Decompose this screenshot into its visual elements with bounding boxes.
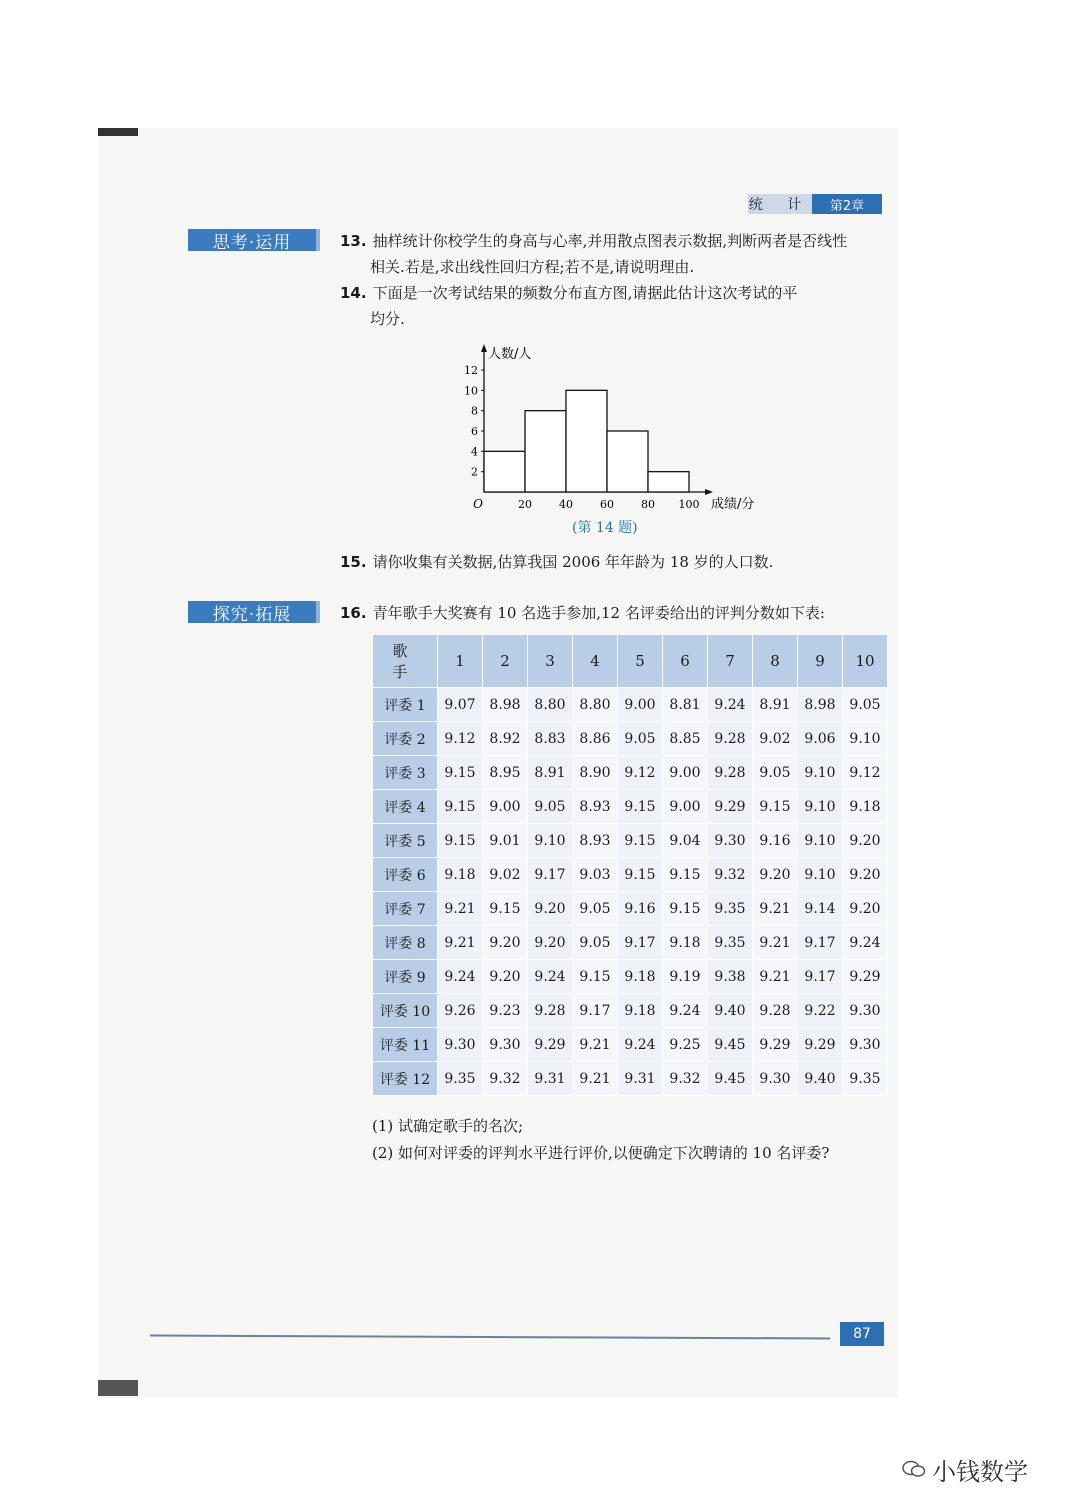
score-cell: 9.40 [708,994,753,1028]
y-tick-label: 6 [471,425,478,438]
histogram-bar [525,411,566,492]
score-cell: 9.00 [618,688,663,722]
score-cell: 8.91 [528,756,573,790]
score-cell: 9.15 [618,790,663,824]
score-cell: 9.10 [798,790,843,824]
score-cell: 9.24 [438,960,483,994]
judge-label: 评委 12 [373,1062,438,1096]
histogram-bar [648,472,689,492]
score-cell: 9.32 [708,858,753,892]
y-tick-label: 2 [471,465,478,479]
score-cell: 9.15 [573,960,618,994]
score-cell: 9.20 [843,892,888,926]
score-cell: 8.81 [663,688,708,722]
score-cell: 9.20 [528,926,573,960]
score-cell: 9.15 [483,892,528,926]
score-cell: 9.32 [483,1062,528,1096]
question-text: 下面是一次考试结果的频数分布直方图,请据此估计这次考试的平 [372,284,798,302]
table-row [373,1062,888,1096]
y-tick-label: 4 [471,445,478,459]
score-cell: 8.83 [528,722,573,756]
score-cell: 8.91 [753,688,798,722]
table-row [373,926,888,960]
score-cell: 9.20 [483,960,528,994]
score-cell: 9.29 [843,960,888,994]
singer-header: 3 [528,635,573,688]
score-cell: 9.30 [438,1028,483,1062]
y-tick-label: 8 [471,404,478,418]
singer-header: 4 [573,635,618,688]
score-cell: 9.18 [843,790,888,824]
score-cell: 9.30 [753,1062,798,1096]
score-cell: 9.02 [483,858,528,892]
histogram-bar [484,451,525,492]
score-cell: 9.17 [528,858,573,892]
score-cell: 9.07 [438,688,483,722]
y-axis-label: 人数/人 [488,347,532,362]
score-cell: 8.80 [528,688,573,722]
x-tick-label: 80 [641,498,655,511]
score-cell: 9.15 [663,858,708,892]
frequency-histogram [460,340,780,520]
score-cell: 9.15 [438,756,483,790]
score-cell: 9.24 [843,926,888,960]
chapter-name: 统 计 [748,194,812,214]
judge-label: 评委 11 [373,1028,438,1062]
table-corner-header: 歌 手 [373,635,438,688]
y-axis-arrow [481,344,487,352]
question-text-cont: 均分. [370,310,405,328]
score-cell: 9.12 [843,756,888,790]
score-cell: 9.29 [798,1028,843,1062]
score-cell: 9.35 [438,1062,483,1096]
subquestion-1: (1) 试确定歌手的名次; [372,1117,524,1135]
judge-label: 评委 1 [373,688,438,722]
section-tag-think-apply: 思考·运用 [188,229,320,251]
origin-label: O [473,497,483,511]
singer-header: 9 [798,635,843,688]
score-cell: 9.03 [573,858,618,892]
score-cell: 9.18 [663,926,708,960]
x-axis-label: 成绩/分 [711,497,755,512]
watermark-text: 小钱数学 [932,1458,1028,1486]
singer-header: 1 [438,635,483,688]
score-cell: 9.21 [438,892,483,926]
x-tick-label: 100 [678,498,700,511]
score-cell: 9.23 [483,994,528,1028]
score-cell: 9.20 [843,858,888,892]
judge-label: 评委 4 [373,790,438,824]
score-cell: 9.20 [528,892,573,926]
y-tick-label: 10 [464,384,478,398]
score-cell: 9.28 [708,722,753,756]
chapter-label: 第2章 [812,194,882,214]
score-cell: 9.00 [663,790,708,824]
score-cell: 9.10 [528,824,573,858]
question-text: 抽样统计你校学生的身高与心率,并用散点图表示数据,判断两者是否线性 [372,232,848,250]
score-cell: 9.26 [438,994,483,1028]
score-cell: 9.38 [708,960,753,994]
score-cell: 8.90 [573,756,618,790]
score-cell: 9.32 [663,1062,708,1096]
judge-label: 评委 9 [373,960,438,994]
table-row [373,892,888,926]
score-cell: 8.95 [483,756,528,790]
question-13 [340,228,890,280]
question-15 [340,549,890,575]
score-cell: 9.30 [843,994,888,1028]
table-row [373,994,888,1028]
singer-header: 8 [753,635,798,688]
score-cell: 9.19 [663,960,708,994]
page-number: 87 [840,1322,884,1346]
judge-label: 评委 6 [373,858,438,892]
score-cell: 8.98 [483,688,528,722]
judge-score-table [372,634,888,1096]
singer-header: 5 [618,635,663,688]
score-cell: 9.24 [663,994,708,1028]
score-cell: 9.17 [573,994,618,1028]
score-cell: 9.21 [573,1062,618,1096]
score-cell: 9.21 [753,960,798,994]
score-cell: 9.15 [438,790,483,824]
score-cell: 9.28 [528,994,573,1028]
score-cell: 9.10 [843,722,888,756]
score-cell: 9.14 [798,892,843,926]
score-cell: 9.29 [753,1028,798,1062]
y-tick-label: 12 [464,364,478,377]
score-cell: 9.35 [708,926,753,960]
chapter-tag [748,194,882,214]
score-cell: 9.17 [618,926,663,960]
table-row [373,960,888,994]
table-row [373,858,888,892]
score-cell: 9.12 [438,722,483,756]
score-cell: 9.35 [708,892,753,926]
score-cell: 9.10 [798,824,843,858]
page-edge-shadow-bottom [98,1380,138,1396]
question-number: 16. [340,604,367,622]
table-row [373,722,888,756]
score-cell: 9.24 [618,1028,663,1062]
figure-caption: (第 14 题) [572,520,638,536]
question-number: 15. [340,553,367,571]
score-cell: 9.40 [798,1062,843,1096]
score-cell: 9.20 [753,858,798,892]
score-cell: 9.29 [708,790,753,824]
question-number: 13. [340,232,367,250]
score-cell: 9.16 [753,824,798,858]
score-cell: 9.16 [618,892,663,926]
question-number: 14. [340,284,367,302]
score-cell: 9.15 [438,824,483,858]
score-cell: 9.04 [663,824,708,858]
score-cell: 9.22 [798,994,843,1028]
score-cell: 9.17 [798,960,843,994]
score-cell: 9.20 [843,824,888,858]
question-text-cont: 相关.若是,求出线性回归方程;若不是,请说明理由. [370,258,695,276]
score-cell: 9.20 [483,926,528,960]
judge-label: 评委 5 [373,824,438,858]
score-cell: 9.35 [843,1062,888,1096]
score-cell: 9.10 [798,756,843,790]
x-tick-label: 40 [559,498,573,511]
score-cell: 9.15 [753,790,798,824]
score-cell: 8.93 [573,790,618,824]
table-row [373,756,888,790]
score-cell: 9.06 [798,722,843,756]
table-header-row [373,635,888,688]
score-cell: 9.00 [663,756,708,790]
judge-label: 评委 7 [373,892,438,926]
score-cell: 9.21 [753,892,798,926]
judge-label: 评委 3 [373,756,438,790]
judge-label: 评委 10 [373,994,438,1028]
score-cell: 9.30 [708,824,753,858]
table-row [373,790,888,824]
table-row [373,688,888,722]
x-axis-arrow [705,489,713,495]
score-cell: 9.24 [528,960,573,994]
score-cell: 9.30 [843,1028,888,1062]
score-cell: 9.31 [618,1062,663,1096]
score-cell: 9.31 [528,1062,573,1096]
score-cell: 9.28 [753,994,798,1028]
score-cell: 9.05 [528,790,573,824]
score-cell: 8.85 [663,722,708,756]
singer-header: 6 [663,635,708,688]
score-cell: 8.86 [573,722,618,756]
score-cell: 9.05 [573,892,618,926]
score-cell: 9.05 [618,722,663,756]
score-cell: 8.80 [573,688,618,722]
judge-label: 评委 8 [373,926,438,960]
score-cell: 9.25 [663,1028,708,1062]
score-cell: 9.18 [438,858,483,892]
score-cell: 9.21 [573,1028,618,1062]
judge-label: 评委 2 [373,722,438,756]
score-cell: 9.45 [708,1028,753,1062]
score-cell: 9.21 [753,926,798,960]
score-cell: 9.02 [753,722,798,756]
question-text: 请你收集有关数据,估算我国 2006 年年龄为 18 岁的人口数. [372,553,774,571]
score-cell: 9.24 [708,688,753,722]
singer-header: 10 [843,635,888,688]
score-cell: 9.18 [618,960,663,994]
score-cell: 9.29 [528,1028,573,1062]
score-cell: 9.05 [843,688,888,722]
wechat-icon [902,1460,926,1478]
score-cell: 9.10 [798,858,843,892]
score-cell: 9.05 [753,756,798,790]
score-cell: 9.15 [618,824,663,858]
table-row [373,824,888,858]
page-edge-shadow [98,128,138,136]
question-text: 青年歌手大奖赛有 10 名选手参加,12 名评委给出的评判分数如下表: [372,604,825,622]
x-tick-label: 20 [518,498,532,511]
table-row [373,1028,888,1062]
score-cell: 9.28 [708,756,753,790]
histogram-bar [566,390,607,492]
score-cell: 9.30 [483,1028,528,1062]
score-cell: 8.98 [798,688,843,722]
x-tick-label: 60 [600,498,614,511]
singer-header: 2 [483,635,528,688]
score-cell: 9.15 [618,858,663,892]
score-cell: 9.17 [798,926,843,960]
score-cell: 9.05 [573,926,618,960]
score-cell: 9.18 [618,994,663,1028]
score-cell: 9.00 [483,790,528,824]
score-cell: 8.93 [573,824,618,858]
histogram-bar [607,431,648,492]
subquestion-2: (2) 如何对评委的评判水平进行评价,以便确定下次聘请的 10 名评委? [372,1144,830,1162]
score-cell: 8.92 [483,722,528,756]
singer-header: 7 [708,635,753,688]
score-cell: 9.15 [663,892,708,926]
score-cell: 9.45 [708,1062,753,1096]
score-cell: 9.12 [618,756,663,790]
section-tag-explore-extend: 探究·拓展 [188,601,320,623]
question-16 [340,600,890,626]
score-cell: 9.21 [438,926,483,960]
question-14 [340,280,890,332]
score-cell: 9.01 [483,824,528,858]
